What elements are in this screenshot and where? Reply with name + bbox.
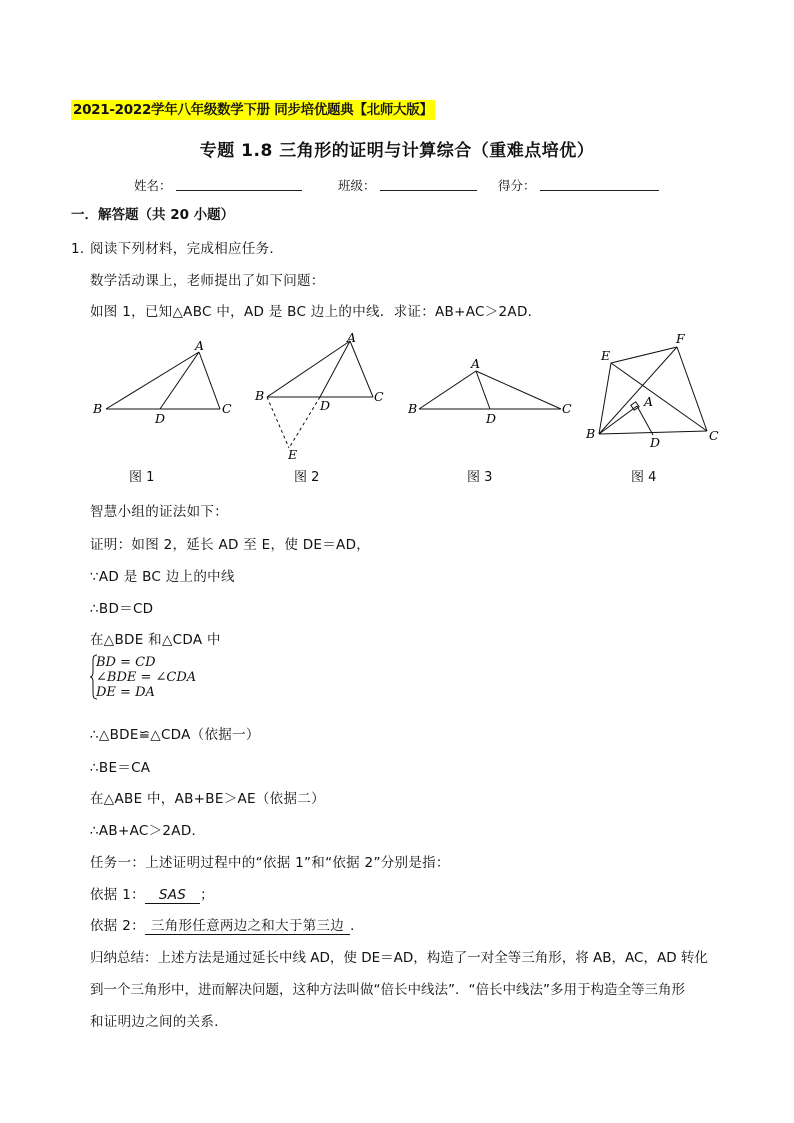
section-heading: 一．解答题（共 20 小题） [71,207,235,223]
fig4-label-d: D [650,435,661,450]
fig2-label-c: C [374,389,384,404]
basis-1-row [90,883,214,904]
proof-line-2: ∵AD 是 BC 边上的中线 [90,569,235,585]
basis-2-label: 依据 2： [90,918,145,934]
basis-1-label: 依据 1： [90,887,145,903]
fig4-label-e: E [601,348,611,363]
figure-4-caption: 图 4 [631,470,657,485]
fig3-label-a: A [471,356,481,371]
fig4-label-f: F [676,331,685,346]
fig1-label-b: B [93,401,103,416]
fig4-label-b: B [586,426,596,441]
task-one: 任务一：上述证明过程中的“依据 1”和“依据 2”分别是指： [90,855,450,871]
fig4-label-a: A [644,394,654,409]
basis-2-row [90,914,364,935]
series-banner: 2021-2022学年八年级数学下册 同步培优题典【北师大版】 [73,102,433,118]
figure-1-caption: 图 1 [129,470,155,485]
figure-2 [267,341,373,448]
score-label: 得分： [498,178,536,193]
fig3-label-b: B [408,401,418,416]
problem-intro: 阅读下列材料，完成相应任务． [90,241,284,257]
figure-1 [106,352,220,409]
summary-line-1: 归纳总结：上述方法是通过延长中线 AD，使 DE＝AD，构造了一对全等三角形，将 AB，AC，AD 转化 [90,950,708,966]
fig3-label-d: D [486,411,497,426]
group-intro: 智慧小组的证法如下： [90,504,228,520]
proof-line-1: 证明：如图 2，延长 AD 至 E，使 DE＝AD， [90,537,371,553]
summary-line-3: 和证明边之间的关系． [90,1014,228,1030]
class-blank [380,190,477,191]
name-blank [176,190,302,191]
figure-2-caption: 图 2 [294,470,320,485]
score-blank [540,190,659,191]
class-label: 班级： [338,178,376,193]
proof-line-6: ∴BE＝CA [90,760,151,776]
fig3-label-c: C [562,401,572,416]
problem-number: 1． [71,241,94,257]
proof-line-8: ∴AB+AC＞2AD． [90,823,206,839]
proof-line-4: 在△BDE 和△CDA 中 [90,632,221,648]
basis-1-answer: SAS [145,887,200,904]
problem-context: 数学活动课上，老师提出了如下问题： [90,273,325,289]
figure-3 [419,371,561,409]
fig1-label-d: D [155,411,166,426]
figure-3-caption: 图 3 [467,470,493,485]
name-label: 姓名： [134,178,172,193]
page-title: 专题 1.8 三角形的证明与计算综合（重难点培优） [199,141,595,161]
figure-4 [599,347,707,435]
problem-statement: 如图 1，已知△ABC 中，AD 是 BC 边上的中线．求证：AB+AC＞2AD． [90,304,542,320]
basis-2-end: ． [350,918,364,934]
figures-row [80,330,740,465]
fig2-label-d: D [320,398,331,413]
fig1-label-c: C [222,401,232,416]
fig1-label-a: A [195,338,205,353]
fig2-label-b: B [255,388,265,403]
equation-3: DE = DA [96,685,155,700]
proof-line-3: ∴BD＝CD [90,601,154,617]
proof-line-5: ∴△BDE≌△CDA（依据一） [90,727,260,743]
fig2-label-a: A [347,330,357,345]
proof-line-7: 在△ABE 中，AB+BE＞AE（依据二） [90,791,325,807]
fig4-label-c: C [709,428,719,443]
equation-1: BD = CD [96,655,156,670]
equation-2: ∠BDE = ∠CDA [96,670,197,685]
summary-line-2: 到一个三角形中，进而解决问题，这种方法叫做“倍长中线法”．“倍长中线法”多用于构造全等三角形 [90,982,685,998]
fig2-label-e: E [288,447,298,462]
basis-1-end: ； [200,887,214,903]
equation-system [96,655,196,700]
basis-2-answer: 三角形任意两边之和大于第三边 [145,914,350,935]
